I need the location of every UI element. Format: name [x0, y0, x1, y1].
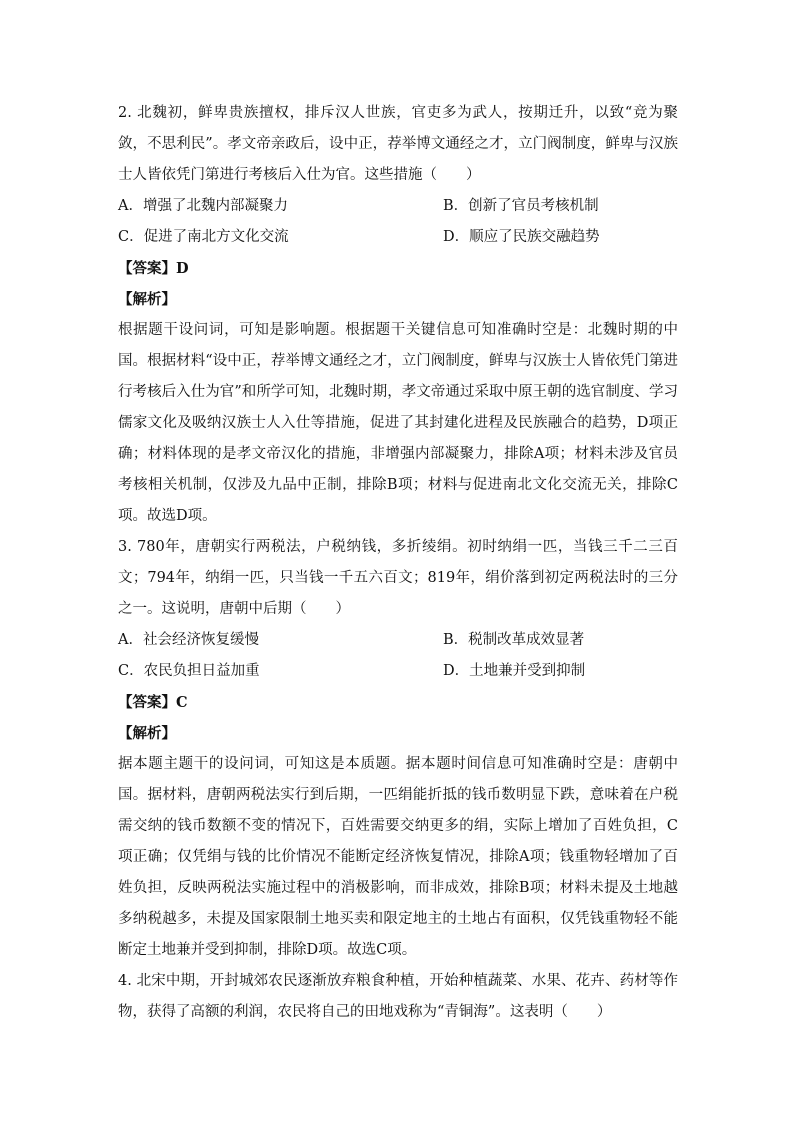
- question-3-stem: 3. 780年，唐朝实行两税法，户税纳钱，多折绫绢。初时纳绢一匹，当钱三千二三百文；794年，纳绢一匹，只当钱一千五六百文；819年，绢价落到初定两税法时的三分之一。这说明，唐朝中后期（ ）: [118, 539, 678, 617]
- question-2-answer: 【答案】D: [118, 260, 189, 277]
- document-content: [118, 98, 678, 1028]
- question-3-option-a: A．社会经济恢复缓慢: [118, 632, 259, 648]
- question-3-analysis: 据本题主题干的设问词，可知这是本质题。据本题时间信息可知准确时空是：唐朝中国。据材料，唐朝两税法实行到后期，一匹绢能折抵的钱币数明显下跌，意味着在户税需交纳的钱币数额不变的情况下，百姓需要交纳更多的绢，实际上增加了百姓负担，C项正确；仅凭绢与钱的比价情况不能断定经济恢复情况，排除A项；钱重物轻增加了百姓负担，反映两税法实施过程中的消极影响，而非成效，排除B项；材料未提及土地越多纳税越多，未提及国家限制土地买卖和限定地主的土地占有面积，仅凭钱重物轻不能断定土地兼并受到抑制，排除D项。故选C项。: [118, 756, 678, 958]
- question-2-option-b: B．创新了官员考核机制: [443, 198, 599, 214]
- question-3-options-row-1: [118, 625, 678, 656]
- question-3-answer: 【答案】C: [118, 694, 188, 711]
- question-2-options-row-1: [118, 191, 678, 222]
- question-2-option-d: D．顺应了民族交融趋势: [443, 229, 600, 245]
- question-2-stem: 2. 北魏初，鲜卑贵族擅权，排斥汉人世族，官吏多为武人，按期迁升，以致“竞为聚敛，不思利民”。孝文帝亲政后，设中正，荐举博文通经之才，立门阀制度，鲜卑与汉族士人皆依凭门第进行考核后入仕为官。这些措施（ ）: [118, 105, 678, 183]
- question-2-options-row-2: [118, 222, 678, 253]
- question-2-option-c: C．促进了南北方文化交流: [118, 229, 289, 245]
- question-2-analysis: 根据题干设问词，可知是影响题。根据题干关键信息可知准确时空是：北魏时期的中国。根据材料“设中正，荐举博文通经之才，立门阀制度，鲜卑与汉族士人皆依凭门第进行考核后入仕为官”和所学可知，北魏时期，孝文帝通过采取中原王朝的选官制度、学习儒家文化及吸纳汉族士人入仕等措施，促进了其封建化进程及民族融合的趋势，D项正确；材料体现的是孝文帝汉化的措施，非增强内部凝聚力，排除A项；材料未涉及官员考核相关机制，仅涉及九品中正制，排除B项；材料与促进南北文化交流无关，排除C项。故选D项。: [118, 322, 678, 524]
- question-4-stem: 4. 北宋中期，开封城郊农民逐渐放弃粮食种植，开始种植蔬菜、水果、花卉、药材等作物，获得了高额的利润，农民将自己的田地戏称为“青铜海”。这表明（ ）: [118, 973, 678, 1020]
- question-2-option-a: A．增强了北魏内部凝聚力: [118, 198, 288, 214]
- question-2-analysis-label: 【解析】: [118, 291, 176, 308]
- question-3-analysis-label: 【解析】: [118, 725, 176, 742]
- question-3-option-d: D．土地兼并受到抑制: [443, 663, 586, 679]
- question-3-option-c: C．农民负担日益加重: [118, 663, 260, 679]
- question-3-option-b: B．税制改革成效显著: [443, 632, 585, 648]
- question-3-options-row-2: [118, 656, 678, 687]
